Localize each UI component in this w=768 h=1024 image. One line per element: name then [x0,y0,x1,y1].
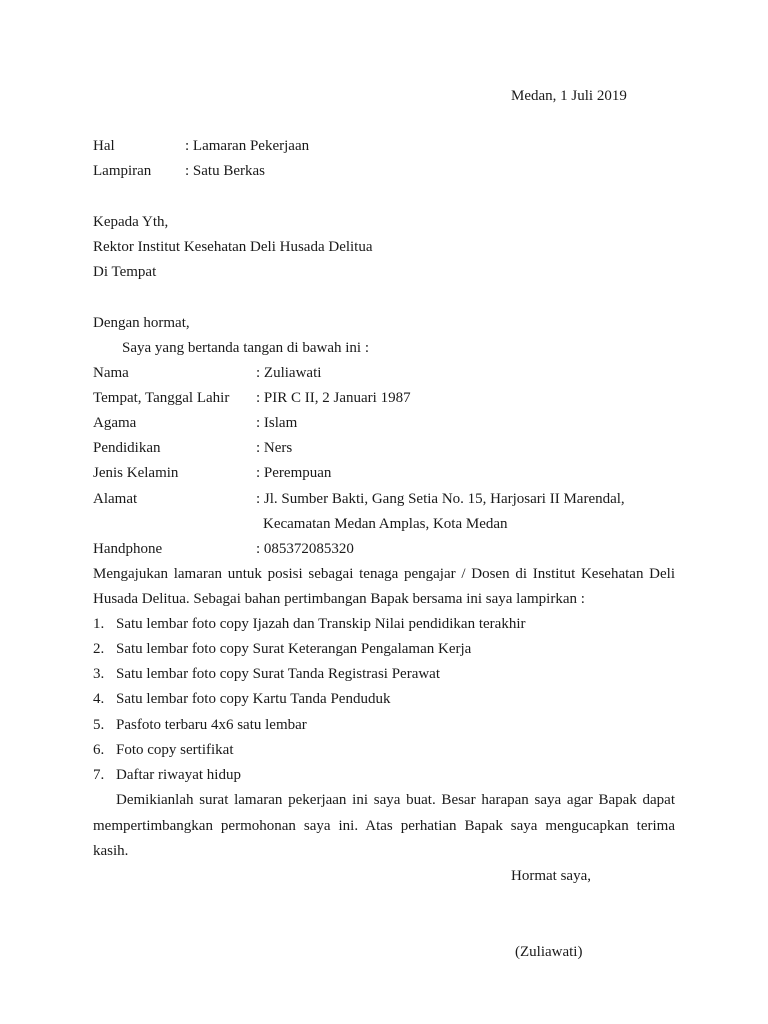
attachment-number: 5. [93,717,105,733]
closing-line-2: mempertimbangkan permohonan saya ini. Atas perhatian Bapak saya mengucapkan terima [93,818,675,834]
greeting: Dengan hormat, [93,315,190,331]
attachment-number: 7. [93,767,105,783]
identity-label-education: Pendidikan [93,440,161,456]
identity-label-address: Alamat [93,491,138,507]
attachment-number: 6. [93,742,105,758]
attachment-item: Satu lembar foto copy Ijazah dan Transkip Nilai pendidikan terakhir [116,616,526,632]
signoff: Hormat saya, [511,868,591,884]
identity-label-name: Nama [93,365,129,381]
intro-text: Saya yang bertanda tangan di bawah ini : [122,340,370,356]
identity-value-name: : Zuliawati [256,365,322,381]
closing-line-1: Demikianlah surat lamaran pekerjaan ini saya buat. Besar harapan saya agar Bapak dapat [116,792,675,808]
identity-value-birth: : PIR C II, 2 Januari 1987 [256,390,411,406]
attachment-number: 2. [93,641,105,657]
identity-label-phone: Handphone [93,541,163,557]
attachment-value: : Satu Berkas [185,163,265,179]
recipient-line-2: Rektor Institut Kesehatan Deli Husada Delitua [93,239,373,255]
attachment-item: Daftar riwayat hidup [116,767,241,783]
attachment-label: Lampiran [93,163,152,179]
attachment-item: Pasfoto terbaru 4x6 satu lembar [116,717,307,733]
recipient-line-3: Di Tempat [93,264,157,280]
recipient-line-1: Kepada Yth, [93,214,169,230]
closing-line-3: kasih. [93,843,129,859]
attachment-item: Satu lembar foto copy Surat Tanda Registrasi Perawat [116,666,441,682]
identity-value-phone: : 085372085320 [256,541,354,557]
application-line-2: Husada Delitua. Sebagai bahan pertimbangan Bapak bersama ini saya lampirkan : [93,591,585,607]
identity-value-address: : Jl. Sumber Bakti, Gang Setia No. 15, Harjosari II Marendal, [256,491,625,507]
place-date: Medan, 1 Juli 2019 [511,88,627,104]
attachment-item: Foto copy sertifikat [116,742,234,758]
attachment-number: 1. [93,616,105,632]
identity-value-address-cont: Kecamatan Medan Amplas, Kota Medan [263,516,508,532]
application-line-1: Mengajukan lamaran untuk posisi sebagai tenaga pengajar / Dosen di Institut Kesehatan Deli [93,566,675,582]
attachment-item: Satu lembar foto copy Kartu Tanda Penduduk [116,691,391,707]
attachment-number: 4. [93,691,105,707]
identity-value-education: : Ners [256,440,293,456]
identity-label-religion: Agama [93,415,137,431]
identity-label-birth: Tempat, Tanggal Lahir [93,390,230,406]
identity-value-gender: : Perempuan [256,465,332,481]
subject-label: Hal [93,138,115,154]
identity-value-religion: : Islam [256,415,298,431]
attachment-item: Satu lembar foto copy Surat Keterangan Pengalaman Kerja [116,641,472,657]
attachment-number: 3. [93,666,105,682]
identity-label-gender: Jenis Kelamin [93,465,179,481]
subject-value: : Lamaran Pekerjaan [185,138,310,154]
signature-name: (Zuliawati) [515,944,583,960]
